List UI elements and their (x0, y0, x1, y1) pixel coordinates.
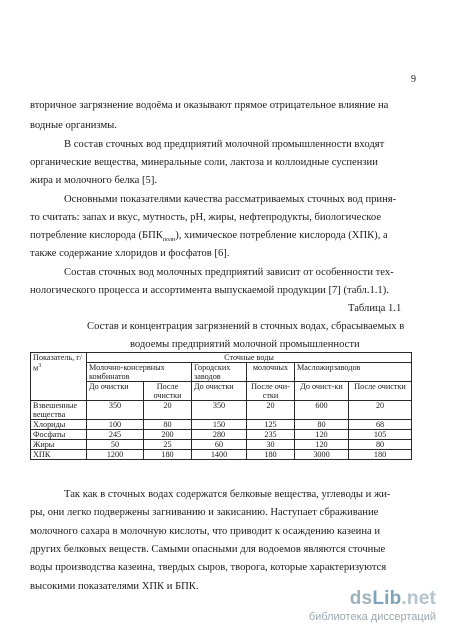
plant-header: молочных (247, 363, 295, 382)
stage-header: До очистки (192, 382, 247, 401)
text-line: то считать: запах и вкус, мутность, pH, жиры, нефтепродукты, биологическое (30, 212, 382, 223)
table-row (31, 401, 412, 420)
table-row (31, 430, 412, 440)
text-line: молочного сахара в молочную кислоты, что приводит к осаждению казеина и (30, 526, 381, 537)
table-cell: 80 (349, 440, 412, 450)
watermark-logo (309, 588, 436, 610)
table-caption: водоемы предприятий молочной промышленности (130, 339, 360, 350)
row-label: Жиры (31, 440, 87, 450)
table-cell: 25 (144, 440, 192, 450)
table-cell: 200 (144, 430, 192, 440)
table-cell: 180 (144, 450, 192, 460)
table-cell: 105 (349, 430, 412, 440)
page-number: 9 (411, 74, 416, 85)
text-line: водные организмы. (30, 120, 117, 131)
cubic-superscript: 3 (38, 363, 42, 369)
table-cell: 280 (192, 430, 247, 440)
text-line: воды производства казеина, твердых сыров, творога, которые характеризуются (30, 562, 387, 573)
text-line: жира и молочного белка [5]. (30, 175, 158, 186)
watermark-logo-part: ds (349, 588, 373, 609)
table-cell: 3000 (295, 450, 349, 460)
table-cell: 80 (144, 420, 192, 430)
text-line: нологического процесса и ассортимента выпускаемой продукции [7] (табл.1.1). (30, 285, 389, 296)
text-span: ), химическое потребление кислорода (ХПК), а (175, 230, 388, 241)
table-cell: 180 (247, 450, 295, 460)
text-line: Состав сточных вод молочных предприятий зависит от особенности тех- (64, 267, 394, 278)
stage-header: После очистки (144, 382, 192, 401)
pollution-table (30, 352, 412, 460)
table-cell: 125 (247, 420, 295, 430)
text-line: других белковых веществ. Самыми опасными для водоемов являются сточные (30, 544, 386, 555)
text-line: В состав сточных вод предприятий молочной промышленности входят (64, 139, 385, 150)
table-cell: 235 (247, 430, 295, 440)
table-row (31, 440, 412, 450)
plant-header: Молочно-консервных комбинатов (87, 363, 192, 382)
table-cell: 100 (87, 420, 144, 430)
bpk-subscript: полн (162, 237, 176, 244)
group-header: Сточные воды (87, 353, 412, 363)
plant-header: Городских заводов (192, 363, 247, 382)
dslib-watermark (309, 588, 436, 624)
text-line: также содержание хлоридов и фосфатов [6]. (30, 248, 230, 259)
row-label: ХПК (31, 450, 87, 460)
watermark-logo-part: Lib (372, 588, 402, 609)
table-caption: Состав и концентрация загрязнений в сточных водах, сбрасываемых в (87, 321, 405, 332)
stage-header: До очист-ки (295, 382, 349, 401)
stage-header: До очистки (87, 382, 144, 401)
watermark-logo-part: .net (401, 588, 436, 609)
table-cell: 245 (87, 430, 144, 440)
table-cell: 30 (247, 440, 295, 450)
table-cell: 350 (192, 401, 247, 420)
stage-header: После очи-стки (247, 382, 295, 401)
row-label: Фосфаты (31, 430, 87, 440)
text-line: вторичное загрязнение водоёма и оказывают прямое отрицательное влияние на (30, 100, 389, 111)
table-row (31, 420, 412, 430)
indicator-header (31, 353, 87, 401)
table-cell: 20 (247, 401, 295, 420)
table-cell: 180 (349, 450, 412, 460)
text-line: высокими показателями ХПК и БПК. (30, 581, 199, 592)
table-cell: 1200 (87, 450, 144, 460)
text-line (30, 229, 388, 247)
stage-header: После очистки (349, 382, 412, 401)
text-line: ры, они легко подвержены загниванию и закисанию. Наступает сбраживание (30, 507, 379, 518)
table-cell: 50 (87, 440, 144, 450)
text-line: Основными показателями качества рассматриваемых сточных вод приня- (64, 194, 397, 205)
text-line: Так как в сточных водах содержатся белковые вещества, углеводы и жи- (64, 489, 391, 500)
text-line: органические вещества, минеральные соли, лактоза и коллоидные суспензии (30, 157, 378, 168)
table-cell: 600 (295, 401, 349, 420)
table-cell: 150 (192, 420, 247, 430)
table-cell: 350 (87, 401, 144, 420)
table-row (31, 450, 412, 460)
table-cell: 20 (144, 401, 192, 420)
table-cell: 120 (295, 430, 349, 440)
table-label: Таблица 1.1 (348, 303, 402, 314)
watermark-subtitle: библиотека диссертаций (308, 611, 436, 623)
table-cell: 120 (295, 440, 349, 450)
row-label: Хлориды (31, 420, 87, 430)
row-label: Взвешенные вещества (31, 401, 87, 420)
plant-header: Масложирзаводов (295, 363, 412, 382)
table-cell: 20 (349, 401, 412, 420)
table-cell: 1400 (192, 450, 247, 460)
table-cell: 60 (192, 440, 247, 450)
indicator-header-text: Показатель, г/м (33, 353, 82, 373)
table-cell: 80 (295, 420, 349, 430)
text-span: потребление кислорода (БПК (30, 230, 163, 241)
table-cell: 68 (349, 420, 412, 430)
